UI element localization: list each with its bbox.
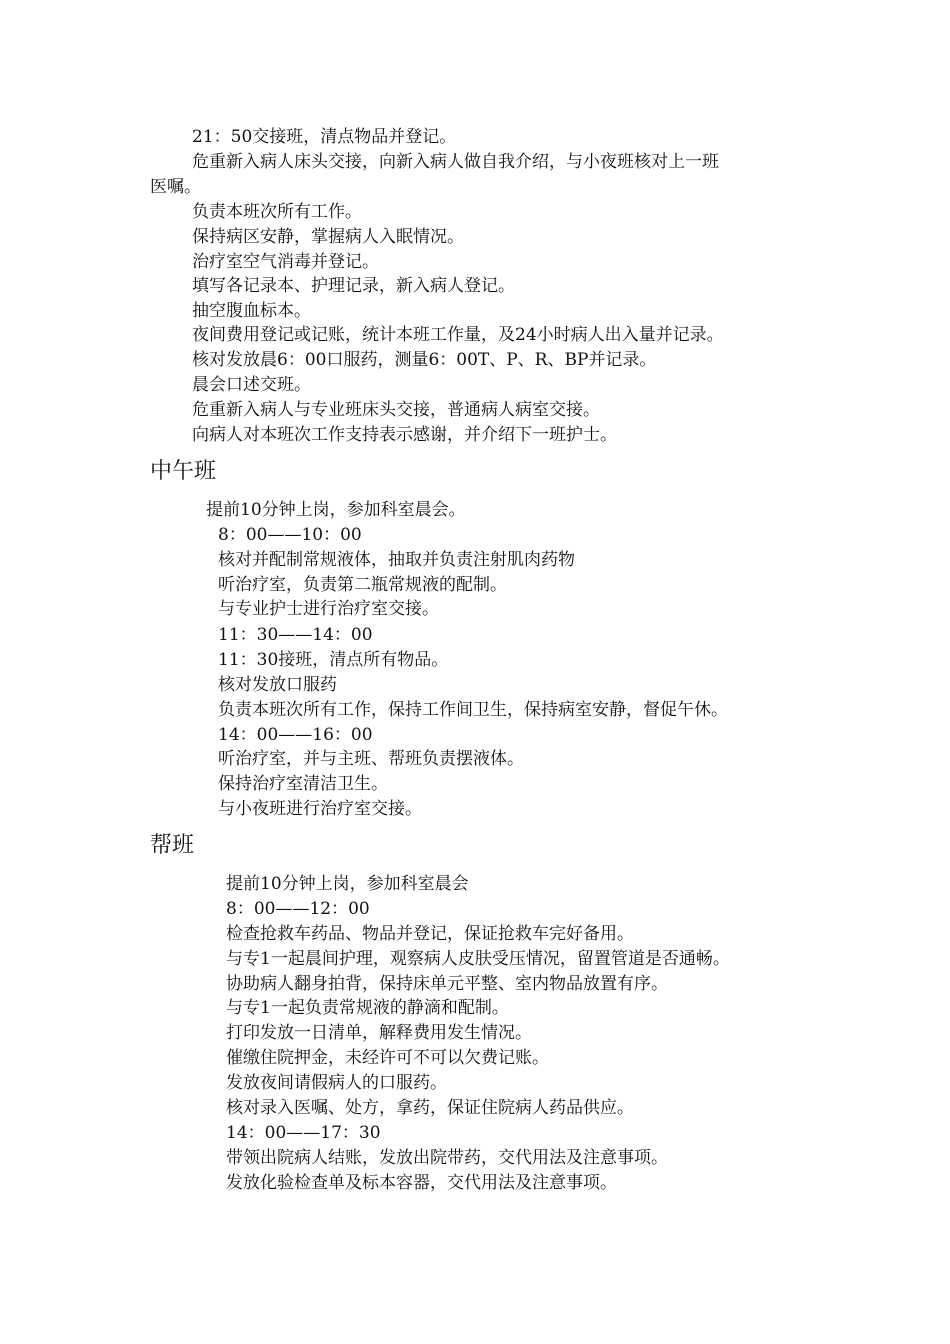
help-line-6: 与专1一起负责常规液的静滴和配制。 bbox=[226, 998, 509, 1018]
night-line-10: 核对发放晨6：00口服药，测量6：00T、P、R、BP并记录。 bbox=[192, 350, 657, 370]
night-line-5: 保持病区安静，掌握病人入眠情况。 bbox=[192, 227, 464, 247]
noon-line-3: 核对并配制常规液体，抽取并负责注射肌肉药物 bbox=[218, 550, 575, 570]
noon-line-12: 保持治疗室清洁卫生。 bbox=[218, 774, 388, 794]
night-line-1: 21：50交接班，清点物品并登记。 bbox=[192, 127, 457, 147]
help-line-4: 与专1一起晨间护理，观察病人皮肤受压情况，留置管道是否通畅。 bbox=[226, 949, 730, 969]
noon-line-8: 核对发放口服药 bbox=[218, 675, 337, 695]
noon-line-5: 与专业护士进行治疗室交接。 bbox=[218, 599, 439, 619]
help-line-13: 发放化验检查单及标本容器，交代用法及注意事项。 bbox=[226, 1173, 617, 1193]
night-line-13: 向病人对本班次工作支持表示感谢，并介绍下一班护士。 bbox=[192, 425, 617, 445]
night-line-6: 治疗室空气消毒并登记。 bbox=[192, 252, 379, 272]
noon-line-6: 11：30——14：00 bbox=[218, 625, 373, 645]
help-line-3: 检查抢救车药品、物品并登记，保证抢救车完好备用。 bbox=[226, 924, 634, 944]
help-line-11: 14：00——17：30 bbox=[226, 1123, 381, 1143]
noon-line-10: 14：00——16：00 bbox=[218, 725, 373, 745]
help-line-12: 带领出院病人结账，发放出院带药，交代用法及注意事项。 bbox=[226, 1148, 668, 1168]
night-line-4: 负责本班次所有工作。 bbox=[192, 202, 362, 222]
night-line-11: 晨会口述交班。 bbox=[192, 375, 311, 395]
noon-shift-heading: 中午班 bbox=[150, 459, 217, 484]
help-line-7: 打印发放一日清单，解释费用发生情况。 bbox=[226, 1023, 532, 1043]
help-shift-heading: 帮班 bbox=[150, 833, 195, 858]
help-line-2: 8：00——12：00 bbox=[226, 899, 370, 919]
noon-line-13: 与小夜班进行治疗室交接。 bbox=[218, 799, 422, 819]
noon-line-9: 负责本班次所有工作，保持工作间卫生，保持病室安静，督促午休。 bbox=[218, 700, 728, 720]
noon-line-4: 听治疗室，负责第二瓶常规液的配制。 bbox=[218, 575, 507, 595]
help-line-10: 核对录入医嘱、处方，拿药，保证住院病人药品供应。 bbox=[226, 1098, 634, 1118]
noon-line-7: 11：30接班，清点所有物品。 bbox=[218, 650, 449, 670]
night-line-9: 夜间费用登记或记账，统计本班工作量，及24小时病人出入量并记录。 bbox=[192, 325, 724, 345]
night-line-3: 医嘱。 bbox=[150, 177, 201, 197]
night-line-2: 危重新入病人床头交接，向新入病人做自我介绍，与小夜班核对上一班 bbox=[192, 152, 719, 172]
night-line-8: 抽空腹血标本。 bbox=[192, 301, 311, 321]
noon-line-1: 提前10分钟上岗，参加科室晨会。 bbox=[206, 500, 466, 520]
help-line-5: 协助病人翻身拍背，保持床单元平整、室内物品放置有序。 bbox=[226, 974, 668, 994]
noon-line-11: 听治疗室，并与主班、帮班负责摆液体。 bbox=[218, 749, 524, 769]
night-line-12: 危重新入病人与专业班床头交接，普通病人病室交接。 bbox=[192, 400, 600, 420]
noon-line-2: 8：00——10：00 bbox=[218, 525, 362, 545]
help-line-9: 发放夜间请假病人的口服药。 bbox=[226, 1073, 447, 1093]
help-line-1: 提前10分钟上岗，参加科室晨会 bbox=[226, 874, 469, 894]
night-line-7: 填写各记录本、护理记录，新入病人登记。 bbox=[192, 276, 515, 296]
help-line-8: 催缴住院押金，未经许可不可以欠费记账。 bbox=[226, 1048, 549, 1068]
